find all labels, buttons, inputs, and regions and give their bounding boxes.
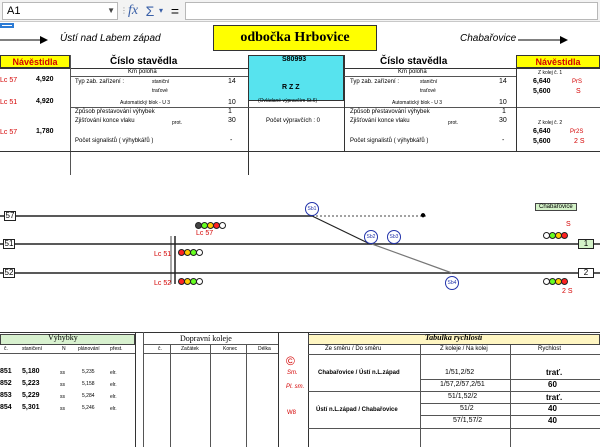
switch-marker-2[interactable]: Sb2	[364, 230, 378, 244]
vyh-pl: 5,284	[82, 393, 95, 399]
left-typ-value1: staniční	[152, 79, 170, 85]
vyh-pr: elr.	[110, 370, 117, 376]
rych-speed: trať.	[546, 368, 563, 377]
vyhybky-col-n: N	[62, 346, 66, 352]
vyhybky-col-km: staničení	[22, 346, 43, 352]
right-sig2b: 2 S	[574, 138, 585, 145]
right-kolej2-label: Z kolej č. 2	[538, 120, 563, 126]
vyhybky-title: Výhybky	[48, 333, 78, 342]
vyh-c: 854	[0, 404, 12, 411]
vyh-pr: elr.	[110, 394, 117, 400]
right-km2a: 6,640	[533, 128, 551, 135]
left-navestidla-header: Návěstidla	[0, 55, 70, 68]
vyh-n: ss	[60, 370, 65, 376]
vyh-n: ss	[60, 406, 65, 412]
lc52-label: Lc 52	[154, 280, 172, 287]
sheet-area[interactable]	[0, 22, 600, 447]
right-typ-num: 14	[499, 78, 507, 85]
right-sig1b: S	[576, 88, 581, 95]
right-km1a: 6,640	[533, 78, 551, 85]
vyh-n: ss	[60, 382, 65, 388]
left-cislo-stavedla: Číslo stavědla	[110, 56, 178, 67]
s-right-label: S	[566, 221, 571, 228]
name-box[interactable]	[2, 2, 118, 20]
rych-kolej: 51/1,52/2	[448, 393, 478, 400]
left-block-num: 10	[228, 99, 236, 106]
right-zjistovani: Zjišťování konce vlaku	[350, 118, 410, 124]
left-signal-1: Lc 57	[0, 77, 18, 84]
chevron-down-icon[interactable]: ▼	[107, 6, 115, 15]
vyhybky-col-pl: plánování	[78, 346, 100, 352]
vyhybky-col-pr: přest.	[110, 346, 123, 352]
signal-lamp	[561, 278, 568, 285]
left-zpusob-num: 1	[228, 108, 232, 115]
vyh-km: 5,223	[22, 380, 40, 387]
formula-input[interactable]	[185, 2, 598, 20]
right-typ-value2: traťové	[420, 88, 436, 94]
right-zpusob-num: 1	[502, 108, 506, 115]
rychlosti-col-speed: Rychlost	[538, 346, 562, 352]
left-block-label: Automatický blok - U 3	[120, 100, 171, 106]
rych-kolej: 57/1,57/2	[453, 417, 483, 424]
rychlosti-col-kolej: Z koleje / Na kolej	[440, 346, 488, 352]
vyh-c: 852	[0, 380, 12, 387]
lc51-label: Lc 51	[154, 251, 172, 258]
right-typ-label: Typ zab. zařízení :	[350, 79, 400, 85]
dopravni-col-zacatek: Začátek	[181, 346, 199, 352]
rych-kolej: 1/57,2/57,2/51	[440, 381, 485, 388]
right-sig2a: Pr2S	[570, 129, 584, 135]
left-zjistovani: Zjišťování konce vlaku	[75, 118, 135, 124]
rych-speed: 40	[548, 404, 557, 413]
name-box-value: A1	[7, 5, 21, 17]
right-zjistovani-num: 30	[499, 117, 507, 124]
signal-lamp	[196, 278, 203, 285]
right-typ-value1: staniční	[420, 79, 438, 85]
vyh-km: 5,180	[22, 368, 40, 375]
right-km2b: 5,600	[533, 138, 551, 145]
more-icon[interactable]: ⋮	[120, 6, 128, 15]
left-signal-2-km: 4,920	[36, 98, 54, 105]
vyhybky-col-c: č.	[4, 346, 8, 352]
track-57-label: 57	[5, 211, 15, 220]
right-zjistovani-val: prot.	[448, 120, 459, 126]
vyh-c: 851	[0, 368, 12, 375]
rychlosti-title: Tabulka rychlostí	[425, 333, 483, 342]
sum-dropdown-icon[interactable]: ▾	[158, 6, 163, 15]
vyh-n: ss	[60, 394, 65, 400]
signal-lamp	[561, 232, 568, 239]
left-typ-value2: traťové	[152, 88, 168, 94]
switch-marker-1[interactable]: Sb1	[305, 202, 319, 216]
right-block-label: Automatický blok - U 3	[392, 100, 443, 106]
station-title: odbočka Hrbovice	[213, 25, 377, 51]
track-52-label: 52	[4, 268, 14, 277]
dopravni-col-delka: Délka	[258, 346, 271, 352]
dopravni-title: Dopravní koleje	[180, 334, 232, 343]
center-rzz: R Z Z	[282, 84, 300, 91]
left-pocet-num: -	[230, 137, 233, 144]
left-km-poloha: Km poloha	[128, 69, 157, 75]
switch-marker-4[interactable]: Sb4	[445, 276, 459, 290]
dopravni-col-konec: Konec	[223, 346, 238, 352]
rych-speed: 60	[548, 380, 557, 389]
vyh-pr: elr.	[110, 382, 117, 388]
vyh-km: 5,301	[22, 404, 40, 411]
lc57-label: Lc 57	[196, 230, 214, 237]
note-a: Sm.	[287, 370, 298, 376]
direction-left: Ústí nad Labem západ	[60, 33, 161, 44]
switch-marker-3[interactable]: Sb3	[387, 230, 401, 244]
right-km-poloha: Km poloha	[398, 69, 427, 75]
formula-equals-icon[interactable]: =	[170, 3, 180, 19]
rych-speed: trať.	[546, 393, 563, 402]
dopravni-col-c: č.	[158, 346, 162, 352]
signal-lamp	[196, 249, 203, 256]
center-code: S80993	[282, 56, 307, 63]
rych-dir: Ústí n.L.západ / Chabařovice	[316, 407, 398, 413]
track-end-bumper: ●	[420, 210, 427, 221]
rychlosti-col-dir: Ze směru / Do směru	[325, 346, 382, 352]
right-kolej1-label: Z kolej č. 1	[538, 70, 563, 76]
right-block-num: 10	[499, 99, 507, 106]
left-signal-3: Lc 57	[0, 129, 18, 136]
right-sig1a: PrS	[572, 79, 583, 85]
rych-speed: 40	[548, 416, 557, 425]
direction-right: Chabařovice	[460, 33, 517, 44]
left-signal-1-km: 4,920	[36, 76, 54, 83]
vyh-km: 5,229	[22, 392, 40, 399]
right-pocet: Počet signalistů ( výhybkářů )	[350, 138, 429, 144]
vyh-pl: 5,158	[82, 381, 95, 387]
right-zpusob: Způsob přestavování výhybek	[350, 109, 430, 115]
right-navestidla-header: Návěstidla	[516, 55, 600, 68]
left-signal-2: Lc 51	[0, 99, 18, 106]
note-c: W8	[287, 410, 296, 416]
note-circle-icon: ©	[286, 354, 295, 368]
center-ovladane: (Ovládané výpravčím St.6)	[258, 98, 318, 104]
left-zpusob: Způsob přestavování výhybek	[75, 109, 155, 115]
left-zjistovani-val: prot.	[172, 120, 183, 126]
chabarovice-label: Chabařovice	[535, 203, 577, 211]
insert-function-icon[interactable]: fx	[127, 3, 139, 18]
rych-kolej: 1/51,2/52	[445, 369, 475, 376]
vyh-pl: 5,235	[82, 369, 95, 375]
rych-kolej: 51/2	[460, 405, 474, 412]
track-1-label: 1	[578, 239, 594, 249]
left-pocet: Počet signalistů ( výhybkářů )	[75, 138, 154, 144]
track-2-label: 2	[578, 268, 594, 278]
sum-icon[interactable]: Σ	[145, 3, 155, 19]
s2-right-label: 2 S	[562, 288, 573, 295]
track-51-label: 51	[4, 239, 14, 248]
center-pocet-vyp: Počet výpravčích : 0	[266, 118, 321, 124]
rych-dir: Chabařovice / Ústí n.L.západ	[318, 370, 400, 376]
formula-bar	[0, 0, 600, 22]
left-typ-num: 14	[228, 78, 236, 85]
vyh-pr: elr.	[110, 406, 117, 412]
left-zjistovani-num: 30	[228, 117, 236, 124]
left-typ-label: Typ zab. zařízení :	[75, 79, 125, 85]
left-signal-3-km: 1,780	[36, 128, 54, 135]
right-pocet-num: -	[502, 137, 505, 144]
vyh-c: 853	[0, 392, 12, 399]
right-km1b: 5,600	[533, 88, 551, 95]
vyh-pl: 5,246	[82, 405, 95, 411]
note-b: Pl. sm.	[286, 384, 305, 390]
right-cislo-stavedla: Číslo stavědla	[380, 56, 448, 67]
signal-lamp	[219, 222, 226, 229]
